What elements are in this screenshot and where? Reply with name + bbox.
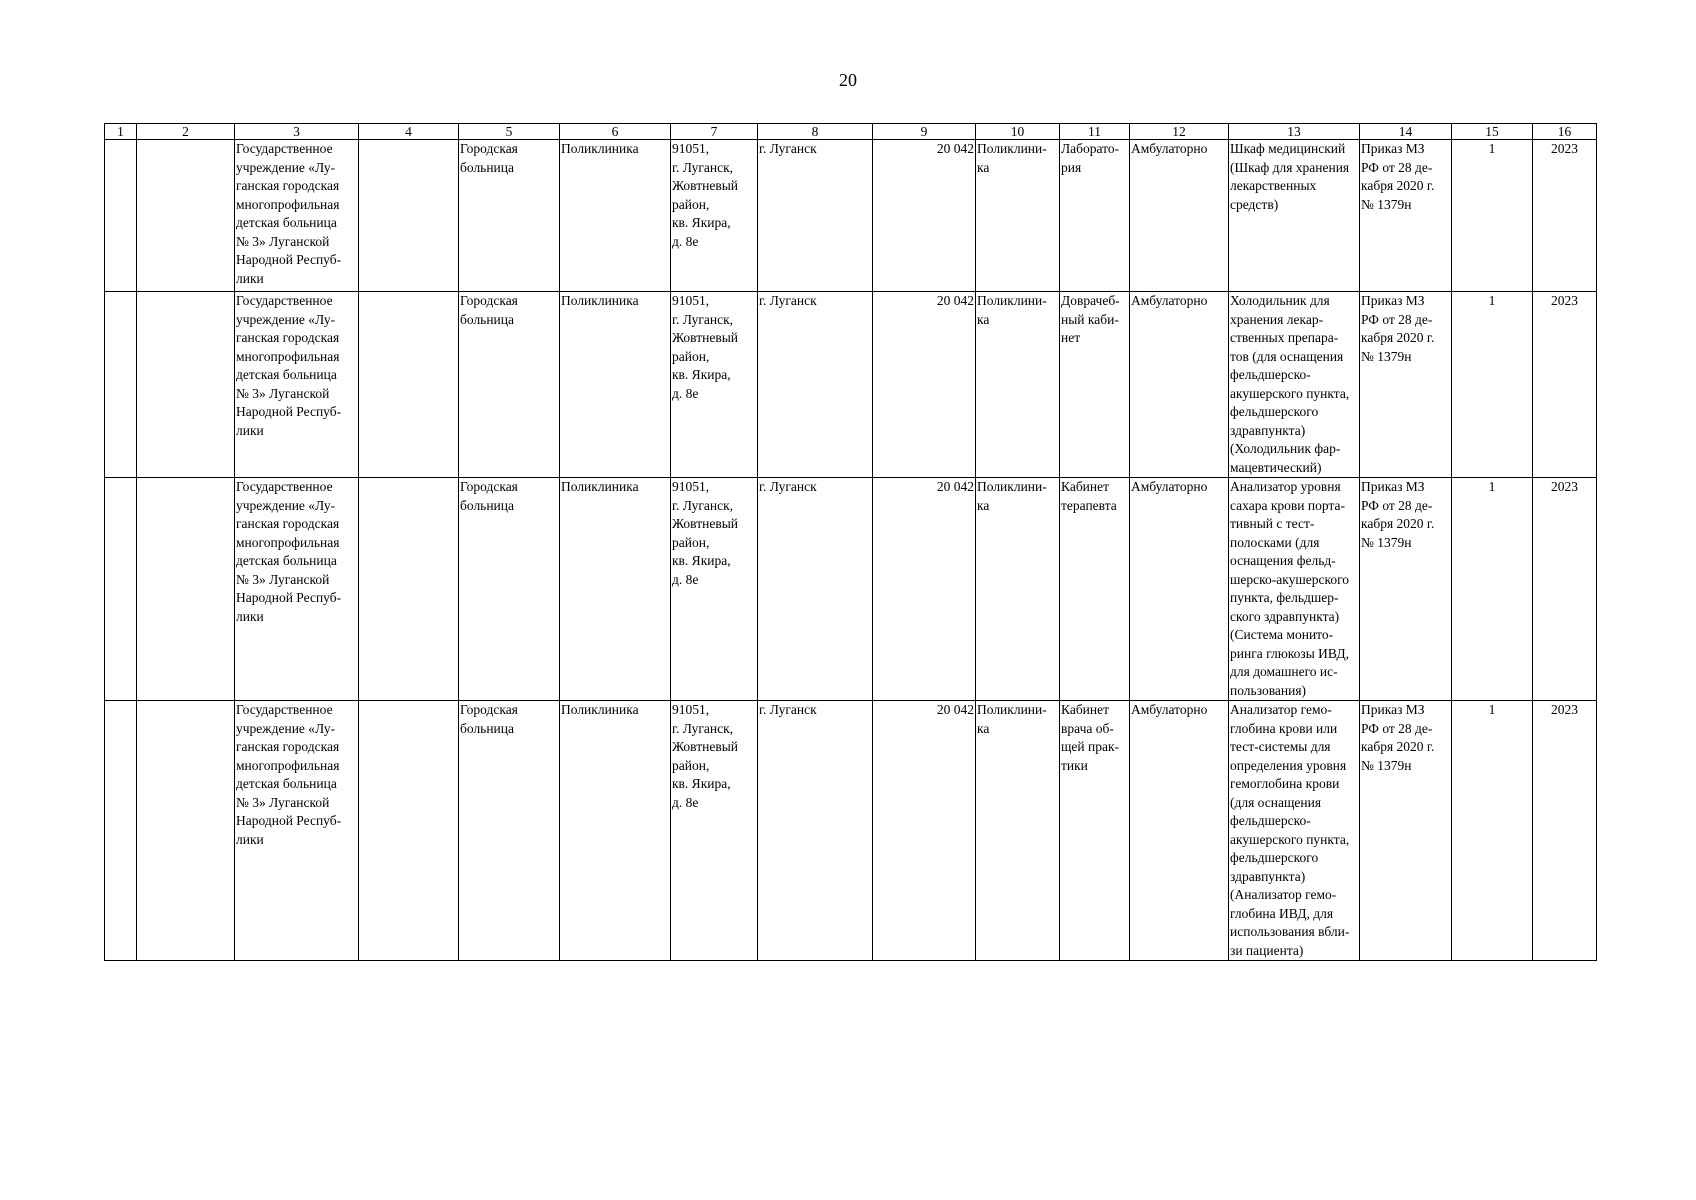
column-header: 2 (137, 124, 235, 140)
column-header: 9 (873, 124, 976, 140)
column-header: 15 (1452, 124, 1533, 140)
column-header: 1 (105, 124, 137, 140)
cell-subdivision: Поликлиника (560, 701, 671, 961)
cell-regulation: Приказ МЗ РФ от 28 де- кабря 2020 г. № 1379н (1360, 478, 1452, 701)
cell-quantity: 1 (1452, 292, 1533, 478)
cell-equipment: Анализатор уровня сахара крови порта- тивный с тест- полосками (для оснащения фельд- шерско-акушерского пункта, фельдшер- ского здравпункта) (Система монито- ринга глюкозы ИВД, для домашнего ис- пользования) (1229, 478, 1360, 701)
cell-care-mode: Амбулаторно (1130, 478, 1229, 701)
cell-locality: г. Луганск (758, 478, 873, 701)
cell-institution: Государственное учреждение «Лу- ганская городская многопрофильная детская больница № 3» Луганской Народной Респуб- лики (235, 701, 359, 961)
cell-col-1 (105, 478, 137, 701)
column-header: 5 (459, 124, 560, 140)
cell-regulation: Приказ МЗ РФ от 28 де- кабря 2020 г. № 1379н (1360, 140, 1452, 292)
cell-unit: Поликлини- ка (976, 140, 1060, 292)
cell-col-1 (105, 140, 137, 292)
cell-quantity: 1 (1452, 140, 1533, 292)
cell-facility-type: Городская больница (459, 292, 560, 478)
cell-room: Кабинет врача об- щей прак- тики (1060, 701, 1130, 961)
cell-col-2 (137, 140, 235, 292)
cell-col-4 (359, 292, 459, 478)
column-header: 13 (1229, 124, 1360, 140)
cell-col-4 (359, 140, 459, 292)
cell-population: 20 042 (873, 701, 976, 961)
table-row (105, 478, 1597, 701)
table-row (105, 701, 1597, 961)
cell-institution: Государственное учреждение «Лу- ганская городская многопрофильная детская больница № 3» Луганской Народной Респуб- лики (235, 140, 359, 292)
cell-locality: г. Луганск (758, 292, 873, 478)
column-header: 7 (671, 124, 758, 140)
cell-col-4 (359, 478, 459, 701)
cell-col-2 (137, 292, 235, 478)
cell-equipment: Анализатор гемо- глобина крови или тест-системы для определения уровня гемоглобина крови (для оснащения фельдшерско- акушерского пункта, фельдшерского здравпункта) (Анализатор гемо- глобина ИВД, для использования вбли- зи пациента) (1229, 701, 1360, 961)
cell-unit: Поликлини- ка (976, 701, 1060, 961)
cell-col-4 (359, 701, 459, 961)
cell-care-mode: Амбулаторно (1130, 701, 1229, 961)
column-header: 10 (976, 124, 1060, 140)
cell-room: Лаборато- рия (1060, 140, 1130, 292)
cell-locality: г. Луганск (758, 701, 873, 961)
cell-quantity: 1 (1452, 701, 1533, 961)
column-number-row (105, 124, 1597, 140)
column-header: 12 (1130, 124, 1229, 140)
cell-institution: Государственное учреждение «Лу- ганская городская многопрофильная детская больница № 3» Луганской Народной Респуб- лики (235, 478, 359, 701)
cell-facility-type: Городская больница (459, 140, 560, 292)
cell-col-1 (105, 292, 137, 478)
table-row (105, 140, 1597, 292)
column-header: 6 (560, 124, 671, 140)
cell-address: 91051, г. Луганск, Жовтневый район, кв. Якира, д. 8е (671, 701, 758, 961)
cell-address: 91051, г. Луганск, Жовтневый район, кв. Якира, д. 8е (671, 478, 758, 701)
cell-unit: Поликлини- ка (976, 292, 1060, 478)
cell-institution: Государственное учреждение «Лу- ганская городская многопрофильная детская больница № 3» Луганской Народной Респуб- лики (235, 292, 359, 478)
cell-col-2 (137, 701, 235, 961)
cell-col-2 (137, 478, 235, 701)
cell-subdivision: Поликлиника (560, 140, 671, 292)
cell-population: 20 042 (873, 292, 976, 478)
cell-care-mode: Амбулаторно (1130, 140, 1229, 292)
column-header: 11 (1060, 124, 1130, 140)
cell-room: Кабинет терапевта (1060, 478, 1130, 701)
cell-address: 91051, г. Луганск, Жовтневый район, кв. Якира, д. 8е (671, 292, 758, 478)
cell-unit: Поликлини- ка (976, 478, 1060, 701)
cell-care-mode: Амбулаторно (1130, 292, 1229, 478)
cell-facility-type: Городская больница (459, 478, 560, 701)
cell-regulation: Приказ МЗ РФ от 28 де- кабря 2020 г. № 1379н (1360, 701, 1452, 961)
cell-subdivision: Поликлиника (560, 478, 671, 701)
cell-regulation: Приказ МЗ РФ от 28 де- кабря 2020 г. № 1379н (1360, 292, 1452, 478)
cell-population: 20 042 (873, 478, 976, 701)
column-header: 16 (1533, 124, 1597, 140)
cell-col-1 (105, 701, 137, 961)
column-header: 4 (359, 124, 459, 140)
page-number: 20 (839, 70, 857, 90)
cell-year: 2023 (1533, 701, 1597, 961)
cell-locality: г. Луганск (758, 140, 873, 292)
equipment-table (104, 123, 1597, 961)
cell-facility-type: Городская больница (459, 701, 560, 961)
cell-year: 2023 (1533, 478, 1597, 701)
cell-subdivision: Поликлиника (560, 292, 671, 478)
cell-quantity: 1 (1452, 478, 1533, 701)
cell-year: 2023 (1533, 140, 1597, 292)
cell-equipment: Холодильник для хранения лекар- ственных препара- тов (для оснащения фельдшерско- акушерского пункта, фельдшерского здравпункта) (Холодильник фар- мацевтический) (1229, 292, 1360, 478)
cell-year: 2023 (1533, 292, 1597, 478)
column-header: 3 (235, 124, 359, 140)
cell-population: 20 042 (873, 140, 976, 292)
cell-address: 91051, г. Луганск, Жовтневый район, кв. Якира, д. 8е (671, 140, 758, 292)
table-row (105, 292, 1597, 478)
cell-room: Доврачеб- ный каби- нет (1060, 292, 1130, 478)
column-header: 8 (758, 124, 873, 140)
column-header: 14 (1360, 124, 1452, 140)
cell-equipment: Шкаф медицинский (Шкаф для хранения лекарственных средств) (1229, 140, 1360, 292)
